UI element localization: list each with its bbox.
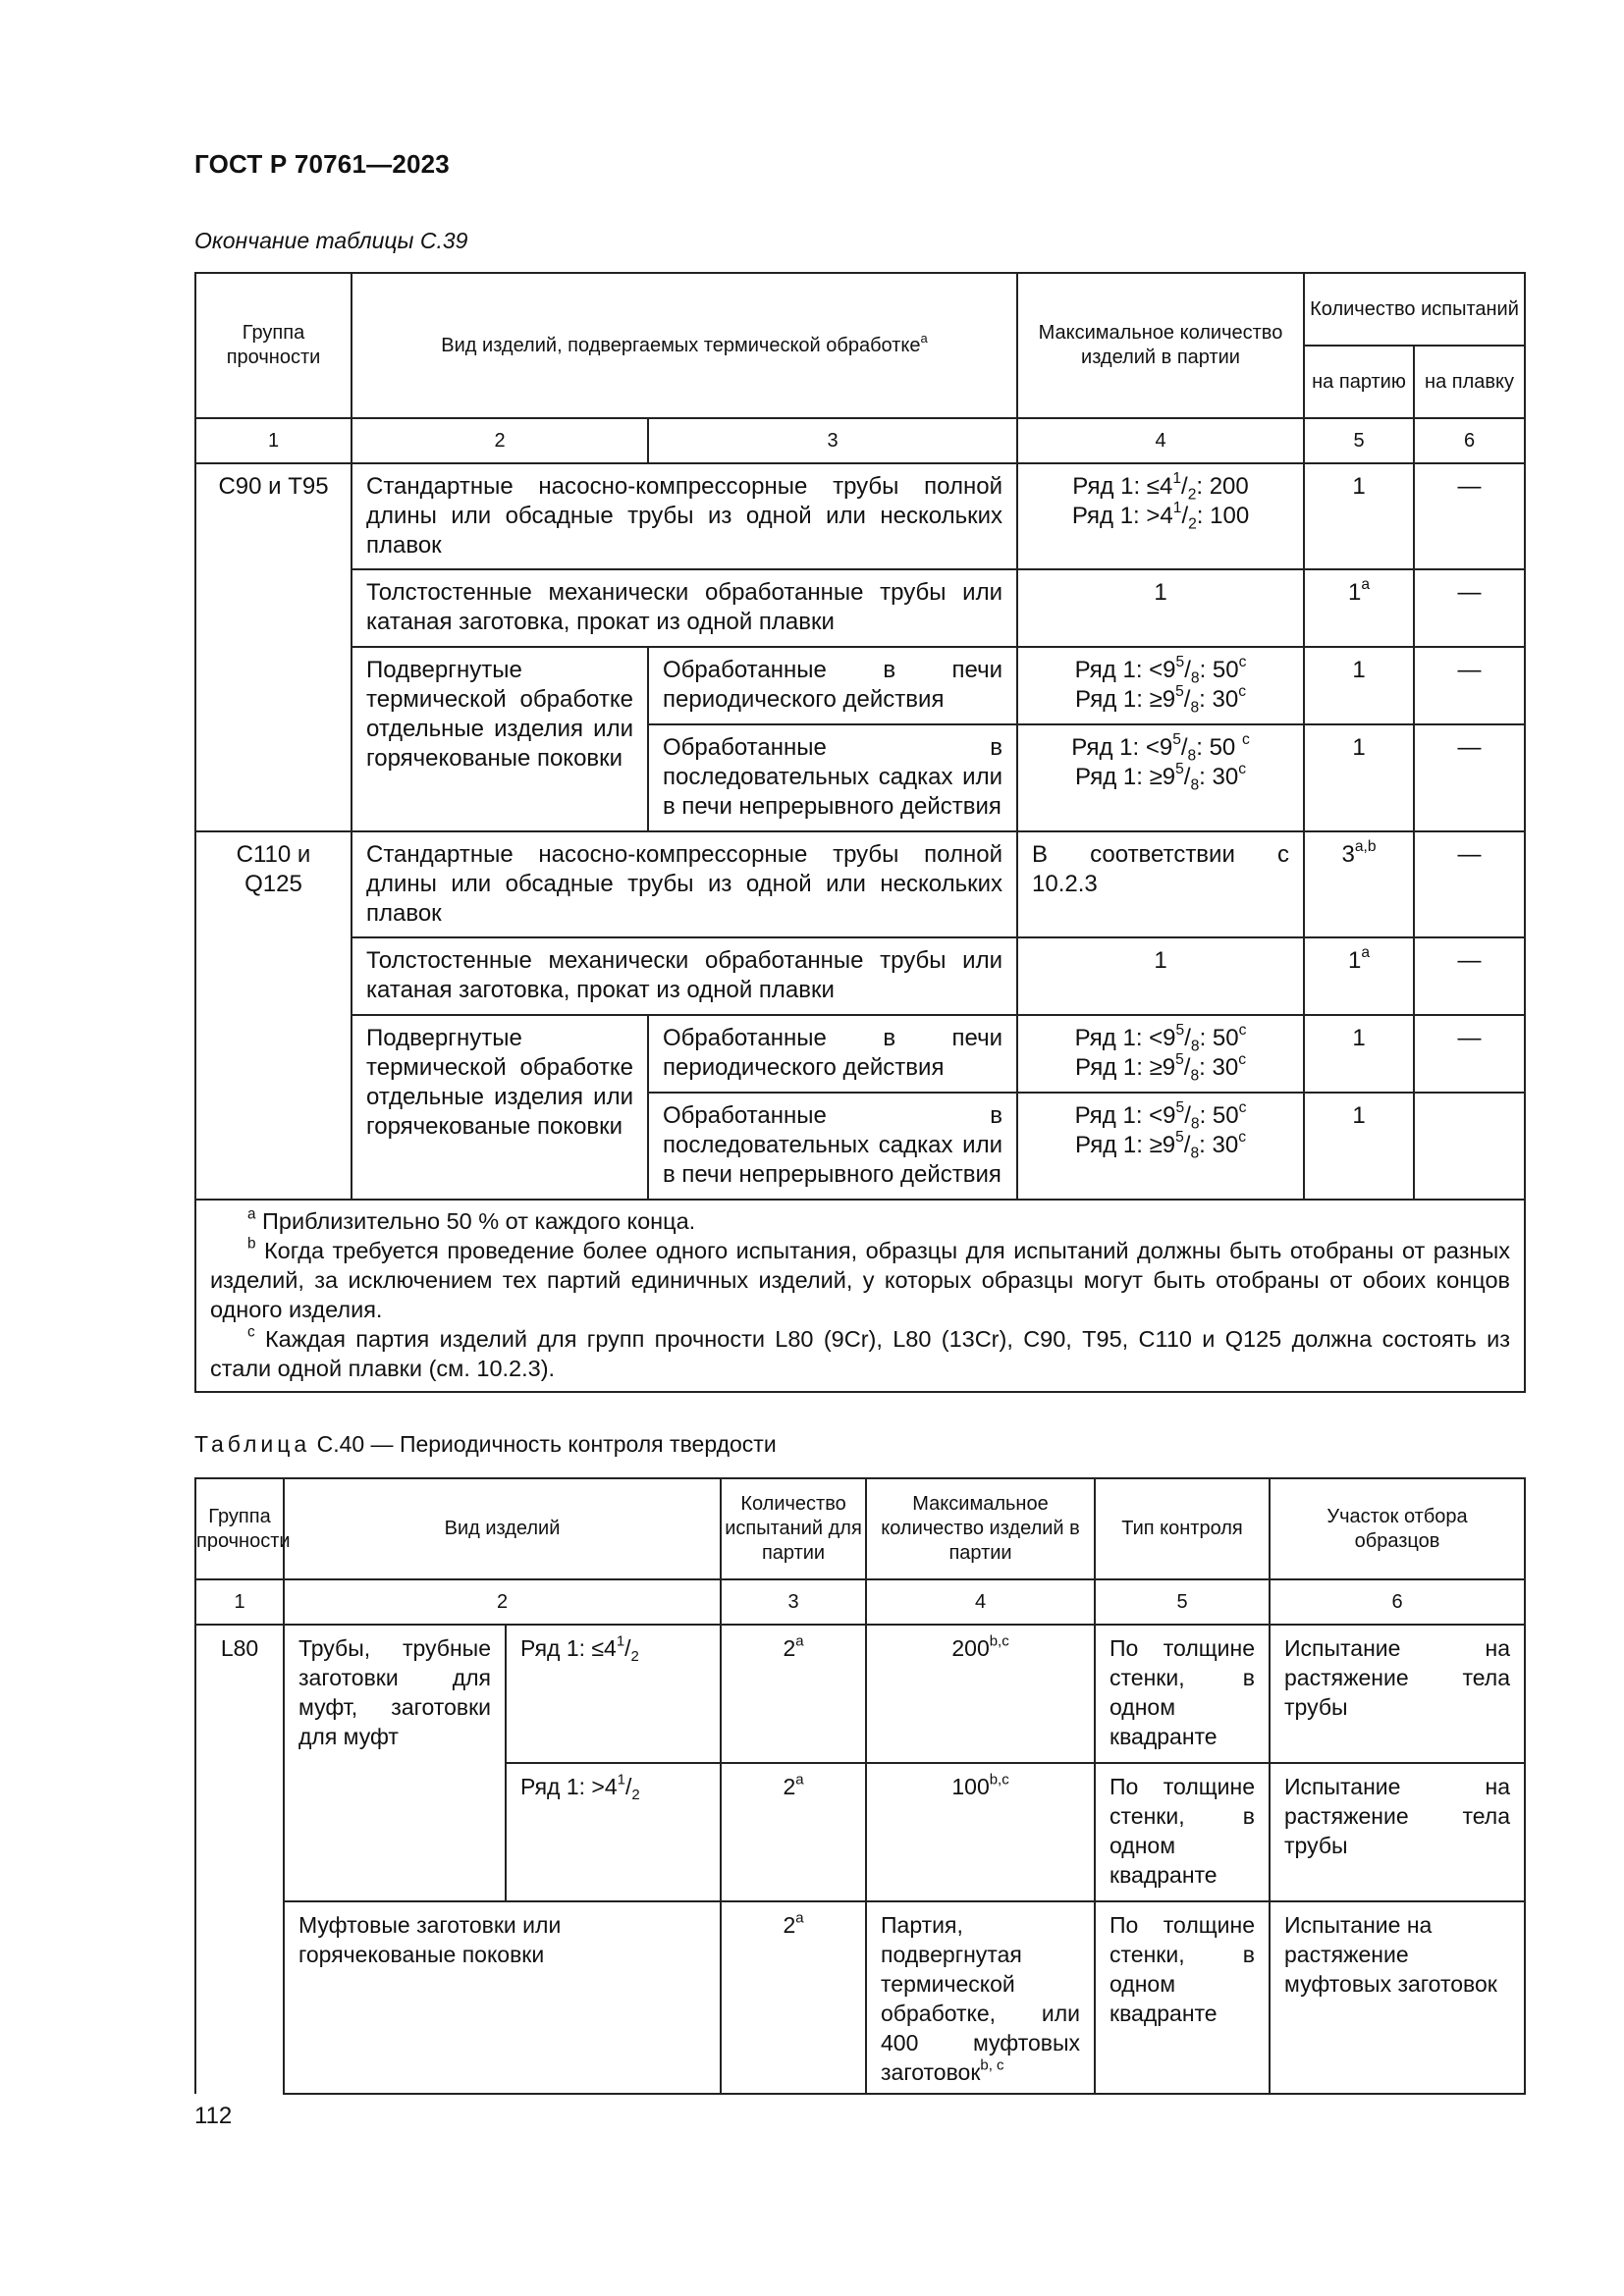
table-row — [195, 569, 1525, 647]
column-numbers-row — [195, 418, 1525, 463]
tests-per-heat-cell: — — [1414, 647, 1525, 724]
column-numbers-row — [195, 1579, 1525, 1625]
tests-per-batch-cell: 1 — [1304, 1093, 1414, 1200]
heat-treated-label-cell: Подвергнутые термической обработке отдельные изделия или горячекованые поковки — [352, 1015, 648, 1200]
control-type-cell: По толщине стенки, в одном квадранте — [1095, 1625, 1270, 1763]
column-number: 2 — [352, 418, 648, 463]
sampling-area-cell: Испытание на растяжение тела трубы — [1270, 1763, 1525, 1901]
sampling-area-cell: Испытание на растяжение муфтовых заготовок — [1270, 1901, 1525, 2094]
tests-per-batch-cell: 3$^{a,b}$ — [1304, 831, 1414, 937]
max-count-cell: Ряд 1: $\le 4^1/_2$: 200 Ряд 1: $>4^1/_2$: 100 — [1017, 463, 1304, 569]
tests-per-heat-cell: — — [1414, 831, 1525, 937]
table-row — [195, 463, 1525, 569]
table-row — [195, 831, 1525, 937]
product-cell: Стандартные насосно-компрессорные трубы полной длины или обсадные трубы из одной или нескольких плавок — [352, 831, 1017, 937]
size-cell: Ряд 1: $>4^1/_2$ — [506, 1763, 721, 1901]
tests-cell: 2$^a$ — [721, 1901, 866, 2094]
tests-cell: 2$^a$ — [721, 1763, 866, 1901]
table-row — [195, 937, 1525, 1015]
max-count-cell: Ряд 1: $<9^5/_8$: 50$^c$ Ряд 1: $\ge 9^5/_8$: 30$^c$ — [1017, 1093, 1304, 1200]
sampling-area-cell: Испытание на растяжение тела трубы — [1270, 1625, 1525, 1763]
header-max-count: Максимальное количество изделий в партии — [866, 1478, 1095, 1579]
tests-per-heat-cell: — — [1414, 569, 1525, 647]
header-per-heat: на плавку — [1414, 346, 1525, 418]
header-sampling-area: Участок отбора образцов — [1270, 1478, 1525, 1579]
table-c39-caption: Окончание таблицы С.39 — [194, 228, 468, 253]
product-cell: Трубы, трубные заготовки для муфт, заготовки для муфт — [284, 1625, 506, 1901]
table-notes — [195, 1200, 1525, 1392]
notes-row — [195, 1200, 1525, 1392]
max-count-cell: 1 — [1017, 569, 1304, 647]
tests-per-batch-cell: 1 — [1304, 463, 1414, 569]
header-group: Группа прочности — [195, 273, 352, 418]
column-number: 4 — [866, 1579, 1095, 1625]
table-row — [195, 1625, 1525, 1763]
group-cell: L80 — [195, 1625, 284, 2094]
tests-per-heat-cell: — — [1414, 1015, 1525, 1093]
header-per-batch: на партию — [1304, 346, 1414, 418]
column-number: 6 — [1270, 1579, 1525, 1625]
furnace-type-cell: Обработанные в печи периодического действия — [648, 1015, 1017, 1093]
max-count-cell: Ряд 1: $<9^5/_8$: 50$^c$ Ряд 1: $\ge 9^5/_8$: 30$^c$ — [1017, 1015, 1304, 1093]
control-type-cell: По толщине стенки, в одном квадранте — [1095, 1763, 1270, 1901]
tests-per-batch-cell: 1 — [1304, 647, 1414, 724]
furnace-type-cell: Обработанные в последовательных садках или в печи непрерывного действия — [648, 1093, 1017, 1200]
heat-treated-label-cell: Подвергнутые термической обработке отдельные изделия или горячекованые поковки — [352, 647, 648, 831]
control-type-cell: По толщине стенки, в одном квадранте — [1095, 1901, 1270, 2094]
tests-per-heat-cell — [1414, 1093, 1525, 1200]
tests-cell: 2$^a$ — [721, 1625, 866, 1763]
header-max-count: Максимальное количество изделий в партии — [1017, 273, 1304, 418]
column-number: 5 — [1304, 418, 1414, 463]
tests-per-heat-cell: — — [1414, 937, 1525, 1015]
column-number: 3 — [648, 418, 1017, 463]
max-count-cell: Ряд 1: $<9^5/_8$: 50$^c$ Ряд 1: $\ge 9^5/_8$: 30$^c$ — [1017, 647, 1304, 724]
header-product-type: Вид изделий — [284, 1478, 721, 1579]
product-cell: Толстостенные механически обработанные трубы или катаная заготовка, прокат из одной плавки — [352, 937, 1017, 1015]
page-number: 112 — [194, 2103, 233, 2129]
tests-per-batch-cell: 1$^a$ — [1304, 937, 1414, 1015]
group-cell: С110 и Q125 — [195, 831, 352, 1200]
max-count-cell: 200$^{b,c}$ — [866, 1625, 1095, 1763]
column-number: 1 — [195, 1579, 284, 1625]
size-cell: Ряд 1: $\le 4^1/_2$ — [506, 1625, 721, 1763]
max-count-cell: В соответствии с 10.2.3 — [1017, 831, 1304, 937]
max-count-cell: Партия, подвергнутая термической обработке, или 400 муфтовых заготовок$^{b, c}$ — [866, 1901, 1095, 2094]
header-tests-per-batch: Количество испытаний для партии — [721, 1478, 866, 1579]
table-c40 — [194, 1477, 1526, 2095]
furnace-type-cell: Обработанные в последовательных садках или в печи непрерывного действия — [648, 724, 1017, 831]
document-header: ГОСТ Р 70761—2023 — [194, 149, 450, 179]
header-control-type: Тип контроля — [1095, 1478, 1270, 1579]
footnote-a: $^a$ Приблизительно 50 % от каждого конца. — [247, 1205, 696, 1234]
header-group: Группа прочности — [195, 1478, 284, 1579]
footnote-b: $^b$ Когда требуется проведение более одного испытания, образцы для испытаний должны быть отобраны от разных изделий, за исключением тех партий единичных изделий, у которых образцы могут быть отобраны от обоих концов одного изделия. — [210, 1235, 1511, 1322]
header-tests-count: Количество испытаний — [1304, 273, 1525, 346]
max-count-cell: 1 — [1017, 937, 1304, 1015]
table-row — [195, 1015, 1525, 1093]
table-row — [195, 1901, 1525, 2094]
tests-per-heat-cell: — — [1414, 724, 1525, 831]
tests-per-batch-cell: 1 — [1304, 724, 1414, 831]
column-number: 6 — [1414, 418, 1525, 463]
product-cell: Толстостенные механически обработанные трубы или катаная заготовка, прокат из одной плавки — [352, 569, 1017, 647]
product-cell: Муфтовые заготовки или горячекованые поковки — [284, 1901, 721, 2094]
column-number: 3 — [721, 1579, 866, 1625]
column-number: 1 — [195, 418, 352, 463]
column-number: 5 — [1095, 1579, 1270, 1625]
table-c39 — [194, 272, 1526, 1393]
table-row — [195, 647, 1525, 724]
footnote-c: $^c$ Каждая партия изделий для групп прочности L80 (9Cr), L80 (13Cr), С90, Т95, С110 и Q125 должна состоять из стали одной плавки (см. 10.2.3). — [210, 1323, 1511, 1381]
product-cell: Стандартные насосно-компрессорные трубы полной длины или обсадные трубы из одной или нескольких плавок — [352, 463, 1017, 569]
tests-per-heat-cell: — — [1414, 463, 1525, 569]
column-number: 2 — [284, 1579, 721, 1625]
furnace-type-cell: Обработанные в печи периодического действия — [648, 647, 1017, 724]
max-count-cell: 100$^{b,c}$ — [866, 1763, 1095, 1901]
table-c40-caption: Таблица С.40 — Периодичность контроля твердости — [194, 1431, 777, 1457]
tests-per-batch-cell: 1$^a$ — [1304, 569, 1414, 647]
group-cell: С90 и Т95 — [195, 463, 352, 831]
tests-per-batch-cell: 1 — [1304, 1015, 1414, 1093]
column-number: 4 — [1017, 418, 1304, 463]
header-product-type: Вид изделий, подвергаемых термической обработке$^a$ — [352, 273, 1017, 418]
max-count-cell: Ряд 1: $<9^5/_8$: 50 $^c$ Ряд 1: $\ge 9^5/_8$: 30$^c$ — [1017, 724, 1304, 831]
